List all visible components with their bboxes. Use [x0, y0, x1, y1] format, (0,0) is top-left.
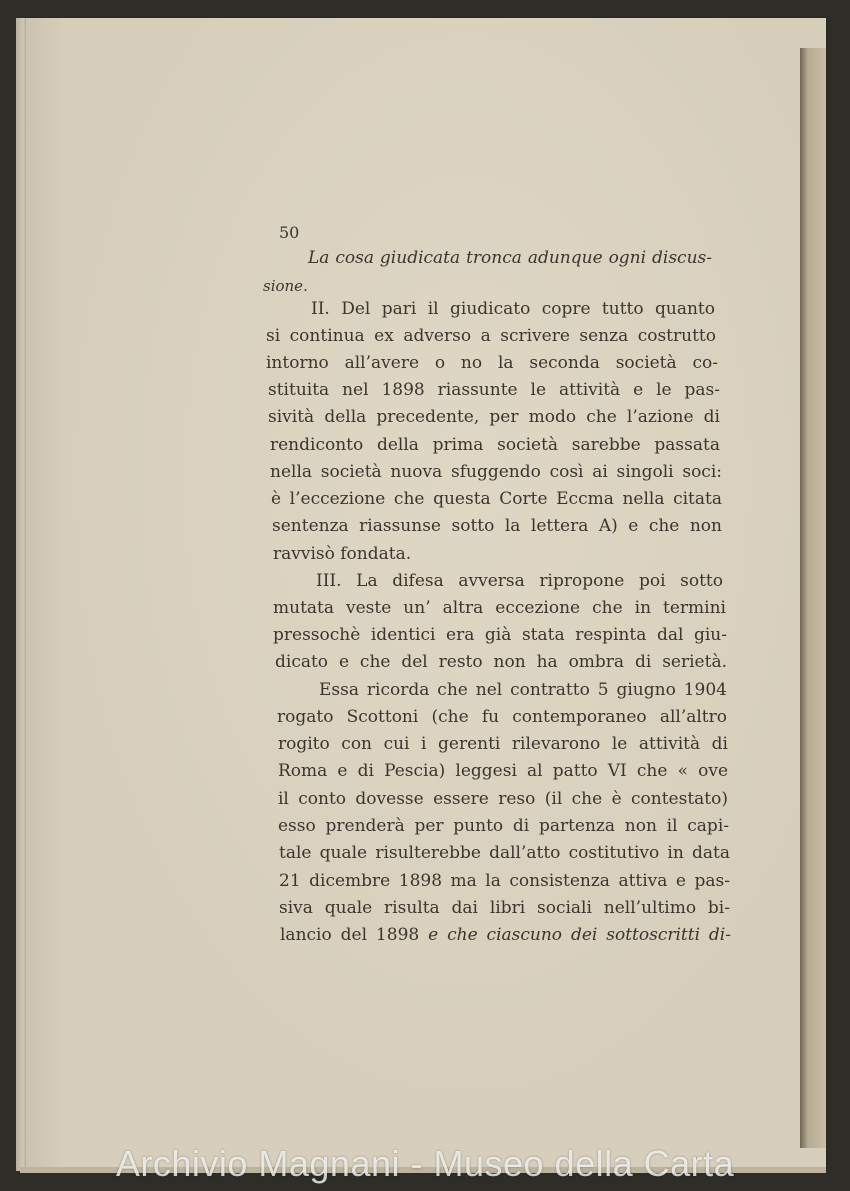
archive-watermark: Archivio Magnani - Museo della Carta [115, 1143, 735, 1184]
text-line-content: rogito con cui i gerenti rilevarono le attività di [278, 734, 728, 754]
text-line [279, 868, 730, 895]
text-line-content: rendiconto della prima società sarebbe passata [270, 435, 720, 455]
text-line [268, 377, 720, 404]
text-line-content: si continua ex adverso a scrivere senza costrutto [266, 326, 716, 346]
text-line [268, 404, 720, 431]
text-line [279, 895, 730, 922]
text-line-content: esso prenderà per punto di partenza non il capi- [278, 816, 729, 836]
text-line [279, 840, 730, 867]
text-line [278, 758, 728, 785]
text-line [266, 350, 718, 377]
text-line-content: III. La difesa avversa ripropone poi sotto [316, 571, 723, 591]
text-line-content: 21 dicembre 1898 ma la consistenza attiva e pas- [279, 871, 730, 891]
text-line-content: La cosa giudicata tronca adunque ogni discus- [308, 248, 712, 268]
text-line [272, 513, 722, 540]
text-line [270, 459, 722, 486]
text-line [266, 323, 716, 350]
text-line-content: Roma e di Pescia) leggesi al patto VI che « ove [278, 761, 728, 781]
text-line [278, 813, 729, 840]
text-line [277, 704, 727, 731]
text-line [316, 568, 723, 595]
text-line-content: nella società nuova sfuggendo così ai singoli soci: [270, 462, 722, 482]
text-line-content: intorno all’avere o no la seconda società co- [266, 353, 718, 373]
text-line-content: è l’eccezione che questa Corte Eccma nella citata [271, 489, 722, 509]
text-line [280, 922, 731, 949]
text-line-content: tale quale risulterebbe dall’atto costitutivo in data [279, 843, 730, 863]
text-line [308, 245, 712, 272]
text-line-content: dicato e che del resto non ha ombra di serietà. [275, 652, 727, 672]
text-line [270, 432, 720, 459]
text-line [273, 622, 727, 649]
text-line-content: ravvisò fondata. [273, 544, 412, 564]
text-line-content: lancio del 1898 [280, 925, 420, 945]
page-number: 50 [279, 223, 300, 242]
text-line-content: stituita nel 1898 riassunte le attività e le pas- [268, 380, 720, 400]
text-line-content: sività della precedente, per modo che l’azione di [268, 407, 720, 427]
text-line [263, 273, 308, 300]
text-line-content: rogato Scottoni (che fu contemporaneo all’altro [277, 707, 727, 727]
text-line-content: sentenza riassunse sotto la lettera A) e che non [272, 516, 722, 536]
text-line-content: II. Del pari il giudicato copre tutto quanto [311, 299, 715, 319]
text-line-content: sione. [263, 277, 308, 295]
text-line [278, 786, 728, 813]
text-line [319, 677, 727, 704]
text-line-content: pressochè identici era già stata respinta dal giu- [273, 625, 727, 645]
text-line [275, 649, 727, 676]
text-line [278, 731, 728, 758]
binding-gutter [800, 48, 826, 1148]
text-line [271, 486, 722, 513]
text-line-content: siva quale risulta dai libri sociali nell’ultimo bi- [279, 898, 730, 918]
text-line-content: il conto dovesse essere reso (il che è contestato) [278, 789, 728, 809]
text-line [311, 296, 715, 323]
text-line [273, 541, 413, 568]
text-line-content: mutata veste un’ altra eccezione che in termini [273, 598, 726, 618]
text-line [273, 595, 726, 622]
text-line-italic-tail: e che ciascuno dei sottoscritti di- [428, 925, 731, 945]
text-line-content: Essa ricorda che nel contratto 5 giugno 1904 [319, 680, 727, 700]
